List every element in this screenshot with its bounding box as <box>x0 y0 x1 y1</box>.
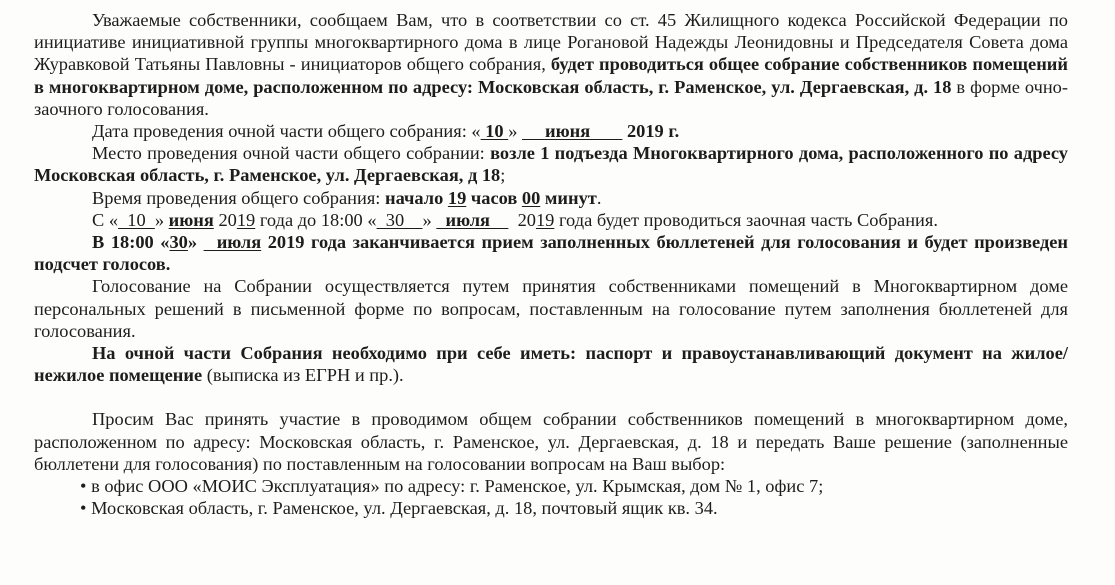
deadline-part: В 18:00 « <box>92 232 170 253</box>
paragraph-gap <box>34 386 1068 408</box>
option-text: Московская область, г. Раменское, ул. Дергаевская, д. 18, почтовый ящик кв. 34. <box>91 498 718 519</box>
documents-bold: На очной части Собрания необходимо при себе иметь: паспорт и правоустанавливающий документ на жилое/нежилое помещение <box>34 343 1068 386</box>
meeting-place-paragraph <box>34 142 1068 186</box>
deadline-month: июля <box>203 232 262 253</box>
date-sep: » <box>508 121 522 142</box>
place-value: возле 1 подъезда Многоквартирного дома, расположенного по адресу Московская область, г. Раменское, ул. Дергаевская, д 18 <box>34 143 1068 186</box>
period-part: » <box>154 209 169 230</box>
deadline-day: 30 <box>169 232 188 253</box>
time-label: Время проведения общего собрания: <box>92 187 385 208</box>
period-start-day: 10 <box>118 209 155 230</box>
notice-text <box>34 9 1068 519</box>
period-end-month: июля <box>436 209 509 230</box>
intro-form-text: в форме очно-заочного голосования. <box>34 76 1068 119</box>
intro-paragraph <box>34 9 1068 120</box>
period-end-day: 30 <box>376 209 423 230</box>
intro-text: Уважаемые собственники, сообщаем Вам, что в соответствии со ст. 45 Жилищного кодекса Российской Федерации по инициативе инициативной группы многоквартирного дома в лице Рогановой Надежды Леонидовны и Председателя Совета дома Журавковой Татьяны Павловны - инициаторов общего собрания, <box>34 10 1068 75</box>
intro-bold-text: будет проводиться общее собрание собственников помещений в многоквартирном доме, расположенном по адресу: Московская область, г. Раменское, ул. Дергаевская, д. 18 <box>34 54 1068 97</box>
period-part: года до 18:00 « <box>255 209 377 230</box>
period-part: года будет проводиться заочная часть Собрания. <box>554 209 938 230</box>
option-text: в офис ООО «МОИС Эксплуатация» по адресу: г. Раменское, ул. Крымская, дом № 1, офис 7; <box>91 476 824 497</box>
voting-paragraph: Голосование на Собрании осуществляется путем принятия собственниками помещений в Многоквартирном доме персональных решений в письменной форме по вопросам, поставленным на голосование путем заполнения бюллетеней для голосования. <box>34 276 1068 341</box>
time-minutes: 00 <box>521 187 541 208</box>
date-year: 2019 г. <box>622 121 680 142</box>
documents-paragraph <box>34 342 1068 386</box>
time-minutes-word: минут <box>540 187 597 208</box>
period-part: С « <box>92 209 119 230</box>
absentee-period-line <box>34 209 1068 231</box>
period-part: 20 <box>213 209 237 230</box>
deadline-part: » <box>187 232 204 253</box>
bullet-icon: • <box>80 498 87 519</box>
place-end: ; <box>500 165 506 186</box>
option-item <box>34 497 1068 519</box>
period-start-month: июня <box>168 209 214 230</box>
date-day: 10 <box>480 121 509 142</box>
documents-normal: (выписка из ЕГРН и пр.). <box>202 365 404 386</box>
time-hours: 19 <box>447 187 467 208</box>
deadline-part: 2019 года заканчивается прием заполненных бюллетеней для голосования и будет произведен подсчет голосов. <box>34 232 1068 275</box>
time-end: . <box>596 187 602 208</box>
period-part: 20 <box>508 209 536 230</box>
option-item <box>34 475 1068 497</box>
meeting-time-line <box>34 187 1068 209</box>
bullet-icon: • <box>80 476 87 497</box>
period-end-year: 19 <box>535 209 555 230</box>
period-part: » <box>422 209 437 230</box>
time-hours-word: часов <box>466 187 522 208</box>
meeting-date-line <box>34 120 1068 142</box>
period-start-year: 19 <box>236 209 256 230</box>
date-label: Дата проведения очной части общего собрания: « <box>92 121 481 142</box>
time-start: начало <box>384 187 448 208</box>
request-paragraph: Просим Вас принять участие в проводимом общем собрании собственников помещений в многоквартирном доме, расположенном по адресу: Московская область, г. Раменское, ул. Дергаевская, д. 18 и передать Ваше решение (заполненные бюллетени для голосования) по поставленным на голосовании вопросам на Ваш выбор: <box>34 409 1068 474</box>
deadline-paragraph <box>34 231 1068 275</box>
place-label: Место проведения очной части общего собрании: <box>92 143 491 164</box>
date-month: июня <box>522 121 623 142</box>
